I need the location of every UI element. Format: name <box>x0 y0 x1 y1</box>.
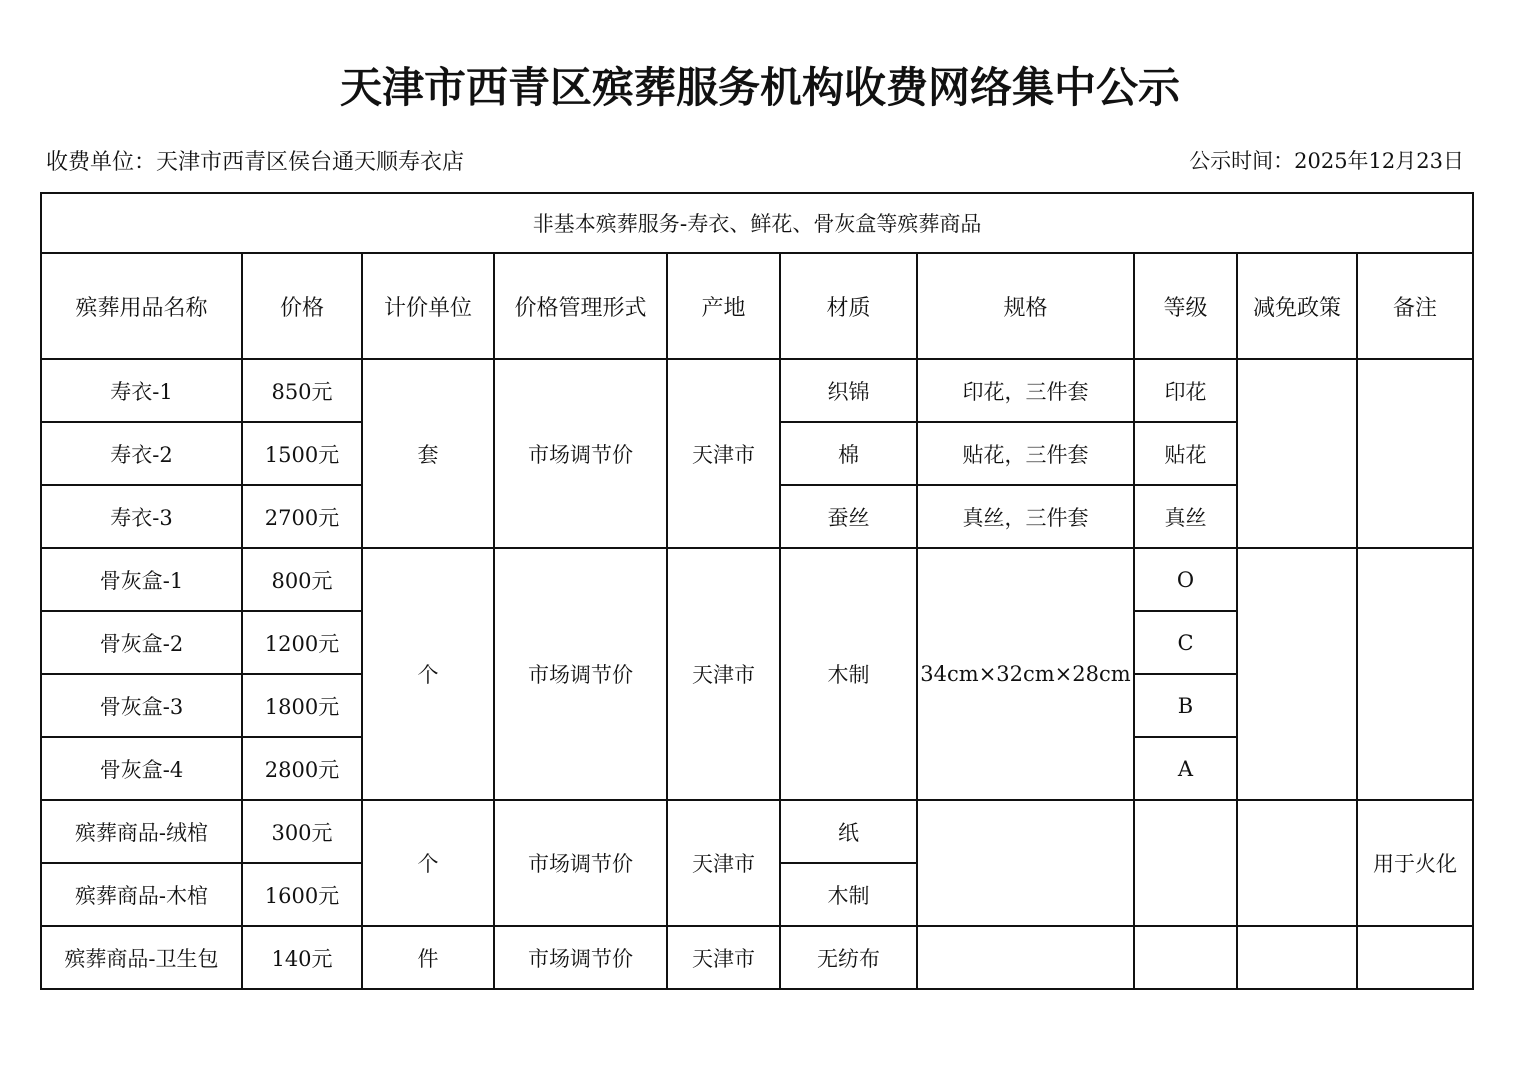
item-note <box>1357 548 1473 800</box>
header-cell: 材质 <box>780 253 917 359</box>
item-spec <box>917 926 1134 989</box>
item-material: 木制 <box>780 548 917 800</box>
table-row <box>41 926 1473 989</box>
publish-date-value: 2025年12月23日 <box>1294 149 1464 173</box>
item-discount <box>1237 359 1357 548</box>
item-origin: 天津市 <box>667 926 780 989</box>
item-origin: 天津市 <box>667 800 780 926</box>
item-name: 骨灰盒-4 <box>41 737 242 800</box>
fee-unit-label: 收费单位： <box>46 150 157 175</box>
item-price: 850元 <box>242 359 362 422</box>
section-row <box>41 193 1473 253</box>
item-material: 棉 <box>780 422 917 485</box>
item-price: 2700元 <box>242 485 362 548</box>
header-cell: 产地 <box>667 253 780 359</box>
fee-unit-value: 天津市西青区侯台通天顺寿衣店 <box>156 150 465 175</box>
item-price: 1500元 <box>242 422 362 485</box>
header-cell: 计价单位 <box>362 253 494 359</box>
item-spec: 真丝，三件套 <box>917 485 1134 548</box>
header-row <box>41 253 1473 359</box>
item-grade: B <box>1134 674 1237 737</box>
item-unit: 件 <box>362 926 494 989</box>
item-name: 殡葬商品-木棺 <box>41 863 242 926</box>
item-price: 1800元 <box>242 674 362 737</box>
item-material: 无纺布 <box>780 926 917 989</box>
item-unit: 套 <box>362 359 494 548</box>
item-price: 800元 <box>242 548 362 611</box>
section-title: 非基本殡葬服务-寿衣、鲜花、骨灰盒等殡葬商品 <box>41 193 1473 253</box>
table-row <box>41 548 1473 611</box>
item-material: 织锦 <box>780 359 917 422</box>
item-discount <box>1237 926 1357 989</box>
header-cell: 备注 <box>1357 253 1473 359</box>
publish-date <box>1189 145 1464 177</box>
item-name: 寿衣-2 <box>41 422 242 485</box>
item-name: 骨灰盒-1 <box>41 548 242 611</box>
publish-date-label: 公示时间： <box>1189 149 1295 173</box>
item-pricing: 市场调节价 <box>494 926 667 989</box>
item-grade: O <box>1134 548 1237 611</box>
header-cell: 殡葬用品名称 <box>41 253 242 359</box>
item-grade: A <box>1134 737 1237 800</box>
table-row <box>41 359 1473 422</box>
table-row <box>41 800 1473 863</box>
header-cell: 减免政策 <box>1237 253 1357 359</box>
item-price: 140元 <box>242 926 362 989</box>
item-note <box>1357 359 1473 548</box>
item-pricing: 市场调节价 <box>494 548 667 800</box>
item-spec <box>917 800 1134 926</box>
item-grade <box>1134 926 1237 989</box>
item-name: 骨灰盒-3 <box>41 674 242 737</box>
item-material: 纸 <box>780 800 917 863</box>
item-name: 殡葬商品-卫生包 <box>41 926 242 989</box>
item-grade <box>1134 800 1237 926</box>
item-grade: C <box>1134 611 1237 674</box>
item-pricing: 市场调节价 <box>494 800 667 926</box>
item-name: 寿衣-3 <box>41 485 242 548</box>
item-grade: 贴花 <box>1134 422 1237 485</box>
fee-table <box>40 192 1474 990</box>
item-spec: 贴花，三件套 <box>917 422 1134 485</box>
header-cell: 规格 <box>917 253 1134 359</box>
item-grade: 真丝 <box>1134 485 1237 548</box>
page-title: 天津市西青区殡葬服务机构收费网络集中公示 <box>339 63 1180 112</box>
item-material: 蚕丝 <box>780 485 917 548</box>
item-origin: 天津市 <box>667 548 780 800</box>
item-grade: 印花 <box>1134 359 1237 422</box>
item-discount <box>1237 548 1357 800</box>
item-material: 木制 <box>780 863 917 926</box>
item-pricing: 市场调节价 <box>494 359 667 548</box>
item-spec: 印花，三件套 <box>917 359 1134 422</box>
item-note: 用于火化 <box>1357 800 1473 926</box>
item-name: 殡葬商品-绒棺 <box>41 800 242 863</box>
item-price: 2800元 <box>242 737 362 800</box>
item-name: 骨灰盒-2 <box>41 611 242 674</box>
item-discount <box>1237 800 1357 926</box>
item-note <box>1357 926 1473 989</box>
item-price: 1600元 <box>242 863 362 926</box>
item-spec: 34cm×32cm×28cm <box>917 548 1134 800</box>
item-origin: 天津市 <box>667 359 780 548</box>
item-name: 寿衣-1 <box>41 359 242 422</box>
fee-unit <box>46 147 464 179</box>
item-unit: 个 <box>362 548 494 800</box>
header-cell: 等级 <box>1134 253 1237 359</box>
item-price: 1200元 <box>242 611 362 674</box>
item-unit: 个 <box>362 800 494 926</box>
item-price: 300元 <box>242 800 362 863</box>
header-cell: 价格管理形式 <box>494 253 667 359</box>
header-cell: 价格 <box>242 253 362 359</box>
